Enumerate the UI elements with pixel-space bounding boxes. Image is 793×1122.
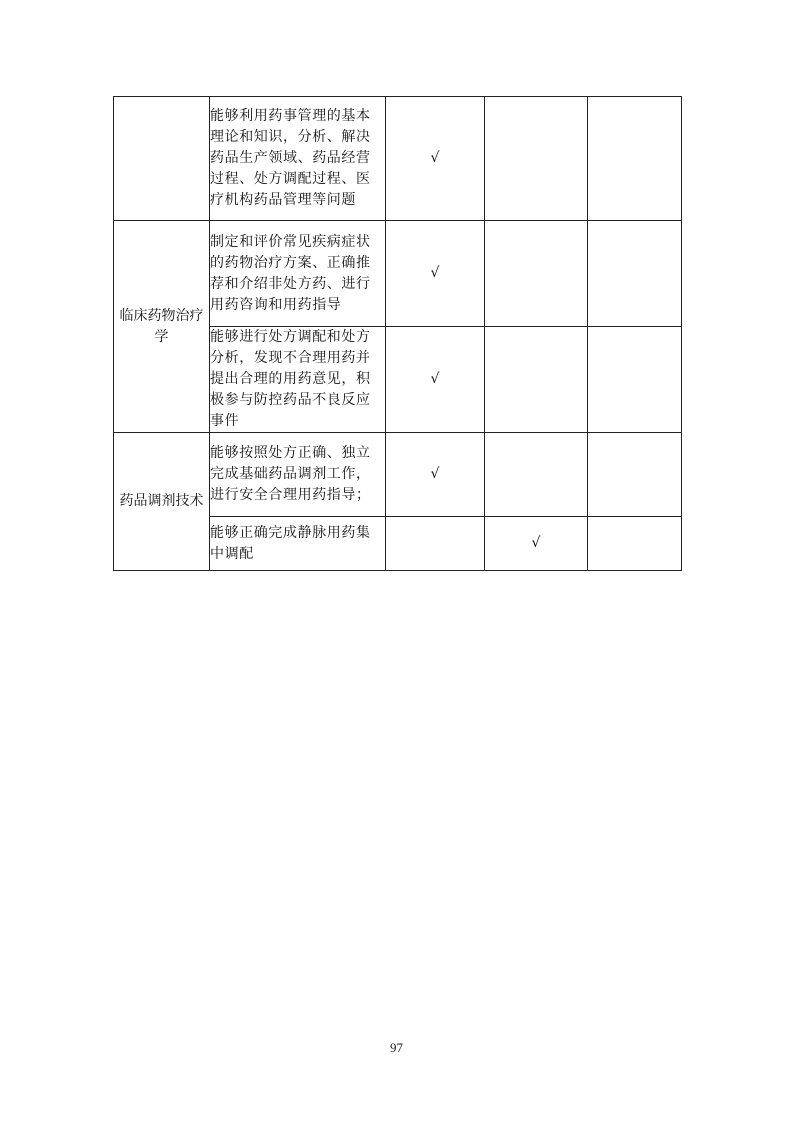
check-mark-cell xyxy=(588,433,682,517)
table-row xyxy=(114,221,682,327)
requirement-cell: 制定和评价常见疾病症状的药物治疗方案、正确推荐和介绍非处方药、进行用药咨询和用药指导 xyxy=(210,221,386,327)
check-mark-cell xyxy=(485,221,588,327)
check-mark-cell xyxy=(588,97,682,221)
course-name-cell: 药品调剂技术 xyxy=(114,433,210,571)
check-mark-cell xyxy=(588,221,682,327)
course-name-cell: 临床药物治疗学 xyxy=(114,221,210,433)
check-mark-cell: √ xyxy=(386,433,485,517)
check-mark-cell xyxy=(588,517,682,571)
check-mark-cell xyxy=(485,97,588,221)
check-mark-cell: √ xyxy=(386,221,485,327)
page-number: 97 xyxy=(390,1040,403,1055)
check-mark-cell: √ xyxy=(485,517,588,571)
check-mark-cell xyxy=(485,327,588,433)
table-row xyxy=(114,433,682,517)
check-mark-cell xyxy=(386,517,485,571)
requirement-cell: 能够利用药事管理的基本理论和知识，分析、解决药品生产领域、药品经营过程、处方调配过程、医疗机构药品管理等问题 xyxy=(210,97,386,221)
course-requirements-table xyxy=(113,96,682,571)
requirement-cell: 能够正确完成静脉用药集中调配 xyxy=(210,517,386,571)
check-mark-cell xyxy=(588,327,682,433)
requirement-cell: 能够进行处方调配和处方分析，发现不合理用药并提出合理的用药意见，积极参与防控药品不良反应事件 xyxy=(210,327,386,433)
check-mark-cell xyxy=(485,433,588,517)
check-mark-cell: √ xyxy=(386,97,485,221)
table-row xyxy=(114,97,682,221)
course-name-cell xyxy=(114,97,210,221)
requirement-cell: 能够按照处方正确、独立完成基础药品调剂工作，进行安全合理用药指导； xyxy=(210,433,386,517)
check-mark-cell: √ xyxy=(386,327,485,433)
